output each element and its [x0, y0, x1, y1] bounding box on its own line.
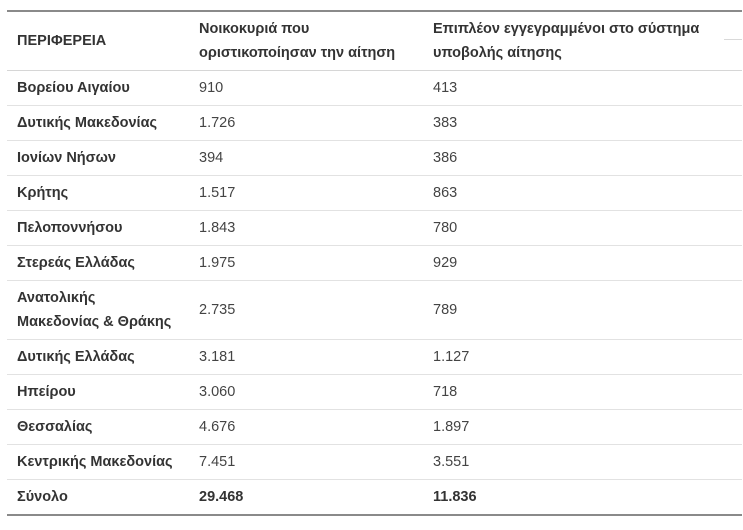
table-row	[7, 410, 742, 445]
table-row	[7, 211, 742, 246]
finalized-cell: 3.181	[189, 340, 423, 375]
registered-cell: 413	[423, 71, 742, 106]
registered-cell: 929	[423, 246, 742, 281]
region-cell: Ηπείρου	[7, 375, 189, 410]
table-row	[7, 141, 742, 176]
registered-cell: 780	[423, 211, 742, 246]
finalized-cell: 4.676	[189, 410, 423, 445]
region-cell: Δυτικής Μακεδονίας	[7, 106, 189, 141]
registered-cell: 3.551	[423, 445, 742, 480]
regional-data-table	[7, 10, 742, 516]
registered-cell: 863	[423, 176, 742, 211]
regional-data-table-container	[7, 10, 742, 516]
region-cell: Κεντρικής Μακεδονίας	[7, 445, 189, 480]
registered-cell: 1.897	[423, 410, 742, 445]
registered-cell: 383	[423, 106, 742, 141]
region-cell: Δυτικής Ελλάδας	[7, 340, 189, 375]
finalized-cell: 1.517	[189, 176, 423, 211]
table-row	[7, 445, 742, 480]
region-cell: Ανατολικής Μακεδονίας & Θράκης	[7, 281, 189, 340]
finalized-cell: 1.975	[189, 246, 423, 281]
finalized-cell: 394	[189, 141, 423, 176]
finalized-cell: 3.060	[189, 375, 423, 410]
header-registered: Επιπλέον εγγεγραμμένοι στο σύστημα υποβολής αίτησης	[423, 11, 742, 71]
header-region: ΠΕΡΙΦΕΡΕΙΑ	[7, 11, 189, 71]
region-cell: Κρήτης	[7, 176, 189, 211]
finalized-cell: 1.726	[189, 106, 423, 141]
region-cell: Στερεάς Ελλάδας	[7, 246, 189, 281]
header-divider-tick	[724, 39, 742, 40]
registered-cell: 386	[423, 141, 742, 176]
region-cell: Θεσσαλίας	[7, 410, 189, 445]
header-finalized: Νοικοκυριά που οριστικοποίησαν την αίτηση	[189, 11, 423, 71]
table-row	[7, 340, 742, 375]
finalized-cell: 910	[189, 71, 423, 106]
registered-cell: 1.127	[423, 340, 742, 375]
table-row	[7, 71, 742, 106]
finalized-cell: 2.735	[189, 281, 423, 340]
finalized-cell: 1.843	[189, 211, 423, 246]
total-registered-cell: 11.836	[433, 489, 477, 505]
header-row	[7, 11, 742, 71]
total-label-cell: Σύνολο	[17, 489, 68, 505]
region-cell: Βορείου Αιγαίου	[7, 71, 189, 106]
table-row	[7, 176, 742, 211]
table-row	[7, 375, 742, 410]
table-row	[7, 281, 742, 340]
total-row	[7, 480, 742, 516]
finalized-cell: 7.451	[189, 445, 423, 480]
region-cell: Ιονίων Νήσων	[7, 141, 189, 176]
region-cell: Πελοποννήσου	[7, 211, 189, 246]
total-finalized-cell: 29.468	[199, 489, 244, 505]
table-body	[7, 71, 742, 516]
registered-cell: 789	[423, 281, 742, 340]
table-row	[7, 246, 742, 281]
table-row	[7, 106, 742, 141]
table-header	[7, 11, 742, 71]
registered-cell: 718	[423, 375, 742, 410]
